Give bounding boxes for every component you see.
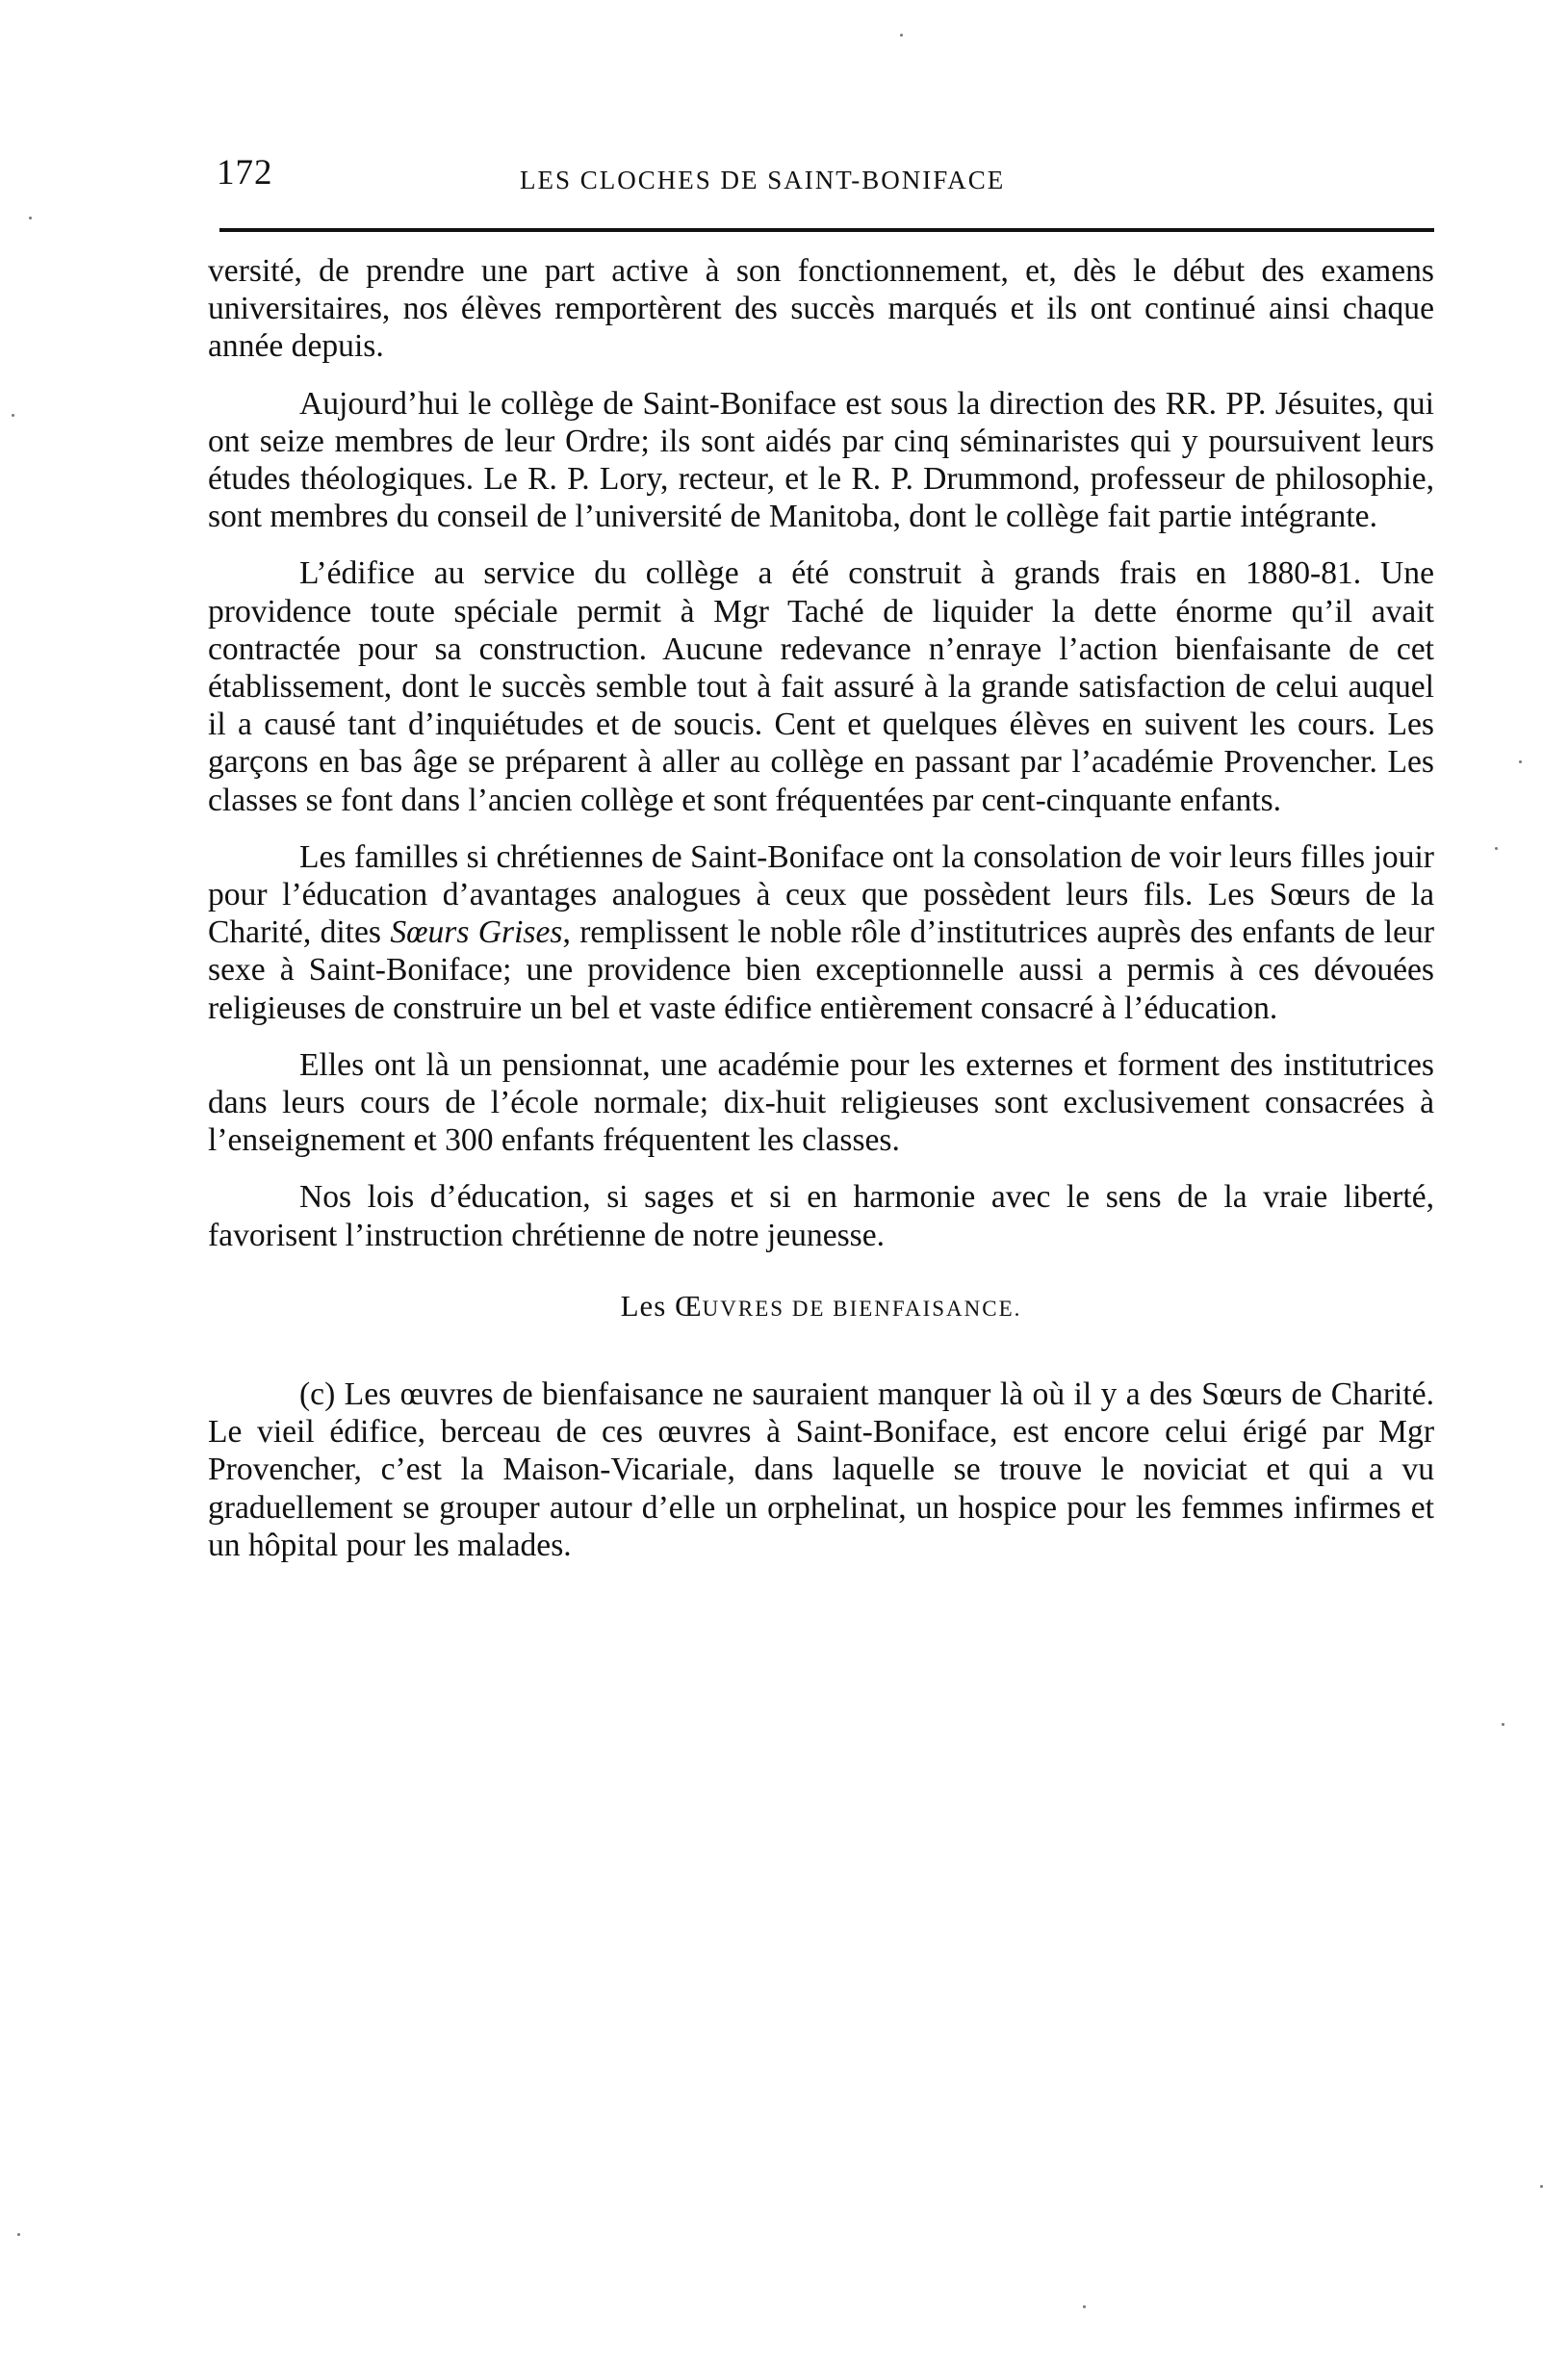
paper-speck <box>1540 2185 1543 2188</box>
section-heading-cap: Les Œ <box>620 1288 703 1323</box>
paragraph-3: L’édifice au service du collège a été construit à grands frais en 1880-81. Une providence toute spéciale permit à Mgr Taché de liquider la dette énorme qu’il avait contractée pour sa construction. Aucune redevance n’enraye l’action bienfaisante de cet établissement, dont le succès semble tout à fait assuré à la grande satisfaction de celui auquel il a causé tant d’inquiétudes et de soucis. Cent et quelques élèves en suivent les cours. Les garçons en bas âge se préparent à aller au collège en passant par l’académie Provencher. Les classes se font dans l’ancien collège et sont fréquentées par cent-cinquante enfants. <box>208 555 1434 818</box>
paragraph-6: Nos lois d’éducation, si sages et si en harmonie avec le sens de la vraie liberté, favorisent l’instruction chrétienne de notre jeunesse. <box>208 1179 1434 1253</box>
paper-speck <box>1495 847 1498 850</box>
paragraph-4 <box>208 838 1434 1027</box>
paragraph-4-after: , remplissent le noble rôle d’institutrices auprès des enfants de leur sexe à Saint-Boniface; une providence bien exceptionnelle aussi a permis à ces dévouées religieuses de construire un bel et vaste édifice entièrement consacré à l’éducation. <box>208 914 1434 1026</box>
section-heading <box>208 1287 1434 1327</box>
paper-speck <box>900 34 903 37</box>
page-number: 172 <box>217 153 273 193</box>
body-text <box>208 252 1434 1583</box>
paper-speck <box>17 2233 20 2236</box>
paper-speck <box>1502 1723 1504 1726</box>
page-header <box>217 144 1434 212</box>
running-title: LES CLOCHES DE SAINT-BONIFACE <box>520 166 1006 194</box>
paper-speck <box>12 414 14 417</box>
paper-speck <box>1519 760 1522 763</box>
section-paragraph: (c) Les œuvres de bienfaisance ne sauraient manquer là où il y a des Sœurs de Charité. Le vieil édifice, berceau de ces œuvres à Saint-Boniface, est encore celui érigé par Mgr Provencher, c’est la Maison-Vicariale, dans laquelle se trouve le noviciat et qui a vu graduellement se grouper autour d’elle un orphelinat, un hospice pour les femmes infirmes et un hôpital pour les malades. <box>208 1376 1434 1563</box>
paragraph-4-italic: Sœurs Grises <box>390 914 563 951</box>
header-rule <box>219 228 1434 232</box>
section-heading-rest: UVRES DE BIENFAISANCE. <box>702 1296 1022 1321</box>
paragraph-5: Elles ont là un pensionnat, une académie pour les externes et forment des institutrices dans leurs cours de l’école normale; dix-huit religieuses sont exclusivement consacrées à l’enseignement et 300 enfants fréquentent les classes. <box>208 1046 1434 1159</box>
paper-speck <box>29 217 32 219</box>
paper-speck <box>1083 2305 1086 2308</box>
paragraph-1: versité, de prendre une part active à son fonctionnement, et, dès le début des examens universitaires, nos élèves remportèrent des succès marqués et ils ont continué ainsi chaque année depuis. <box>208 253 1434 365</box>
paragraph-2: Aujourd’hui le collège de Saint-Boniface est sous la direction des RR. PP. Jésuites, qui ont seize membres de leur Ordre; ils sont aidés par cinq séminaristes qui y poursuivent leurs études théologiques. Le R. P. Lory, recteur, et le R. P. Drummond, professeur de philosophie, sont membres du conseil de l’université de Manitoba, dont le collège fait partie intégrante. <box>208 385 1434 535</box>
paragraph-4-before: Les familles si chrétiennes de Saint-Boniface ont la consolation de voir leurs filles jouir pour l’éducation d’avantages analogues à ceux que possèdent leurs fils. Les Sœurs de la Charité, dites <box>208 838 1434 951</box>
